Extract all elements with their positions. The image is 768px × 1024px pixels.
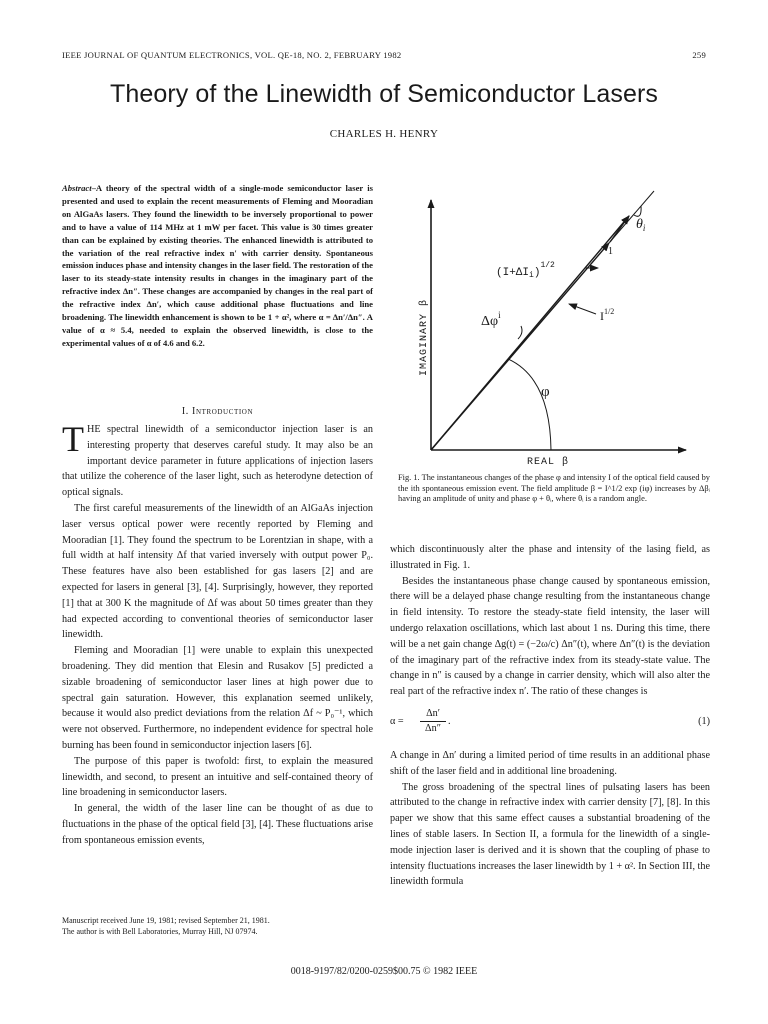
author-name: CHARLES H. HENRY xyxy=(329,128,439,140)
label-phi: φ xyxy=(541,384,550,400)
equation-fraction xyxy=(420,707,446,736)
left-column xyxy=(62,419,373,849)
footnote-affiliation: The author is with Bell Laboratories, Murray Hill, NJ 07974. xyxy=(62,927,258,936)
phi-arc xyxy=(508,359,551,450)
dphi-arc xyxy=(518,326,522,339)
intro-paragraph-5: In general, the width of the laser line can be thought of as due to fluctuations in the phase of the optical field [3], [4]. These fluctuations arise from spontaneous emission events, xyxy=(62,803,373,846)
running-header xyxy=(62,50,706,60)
abstract-text: –A theory of the spectral width of a single-mode semiconductor laser is presented and used to explain the recent measurements of Fleming and Mooradian on AlGaAs lasers. They found the linewidth to be inversely proportional to power and to have a value of 114 MHz at 1 mW per facet. This value is 30 times greater than can be explained by existing theories. The enhanced linewidth is attributed to the variation of the real refractive index n′ with carrier density. Spontaneous emission induces phase and intensity changes in the laser field. The restoration of the laser to its steady-state intensity results in changes in the imaginary part of the refractive index Δn″. These changes are accompanied by changes in the real part of the refractive index Δn′, which cause additional phase fluctuations and line broadening. The linewidth enhancement is shown to be 1 + α², where α = Δn′/Δn″. A value of α ≈ 5.4, needed to explain the observed linewidth, is close to the experimental values of α of 4.6 and 6.2. xyxy=(62,183,373,348)
paper-title: Theory of the Linewidth of Semiconductor Lasers xyxy=(109,80,659,108)
right-column xyxy=(390,542,710,890)
page-number: 259 xyxy=(692,50,706,60)
figure-1 xyxy=(400,188,700,468)
footnote-received: Manuscript received June 19, 1981; revised September 21, 1981. xyxy=(62,916,270,925)
intro-paragraph-3: Fleming and Mooradian [1] were unable to explain this unexpected broadening. They did mention that Elesin and Rusakov [5] predicted a sizable broadening of semiconductor laser lines at high power due to spectral gain saturation. However, this explanation seemed unlikely, because it would also predict deviations from the relation Δf ~ P₀⁻¹, which were not observed. Furthermore, no independent evidence for spectral hole burning has been found in semiconductor injection lasers [6]. xyxy=(62,645,373,751)
equation-lhs: α = xyxy=(390,716,404,728)
label-unit-vector: 1 xyxy=(608,246,613,257)
right-paragraph-2: Besides the instantaneous phase change caused by spontaneous emission, there will be a delayed phase change resulting from the instantaneous change in field intensity. To restore the steady-state field intensity, the laser will undergo relaxation oscillations, which last about 1 ns. During this time, there will be a net gain change Δg(t) = (−2ω/c) Δn″(t), where Δn″(t) is the deviation of the imaginary part of the refractive index from its steady-state value. The change in n″ is caused by a change in carrier density, which will also alter the real part of the refractive index n′. The ratio of these changes is xyxy=(390,575,710,698)
section-title: Introduction xyxy=(192,406,254,417)
theta-reference-line xyxy=(609,191,654,243)
x-axis-label: REAL β xyxy=(527,457,570,468)
equation-1 xyxy=(390,702,710,742)
right-paragraph-3: A change in Δn′ during a limited period of time results in an additional phase shift of the laser field and in additional line broadening. xyxy=(390,749,710,777)
label-dphi: $\Delta\varphi^i$ xyxy=(481,310,501,329)
label-I: $I^{1/2}$ xyxy=(600,307,615,323)
intro-paragraph-4: The purpose of this paper is twofold: first, to explain the measured linewidth, and second, to present an intuitive and self-contained theory of line broadening in semiconductor lasers. xyxy=(62,755,373,799)
y-axis-label: IMAGINARY β xyxy=(419,298,430,376)
figure-caption: Fig. 1. The instantaneous changes of the phase φ and intensity I of the optical field caused by the ith spontaneous emission event. The field amplitude β = I^1/2 exp (iφ) increases by Δβᵢ having an amplitude of unity and phase φ + θᵢ, where θᵢ is a random angle. xyxy=(398,473,710,504)
intro-paragraph-1: THE spectral linewidth of a semiconductor injection laser is an interesting property that deserves careful study. It may also be an important device parameter in future applications of injection lasers that utilize the coherence of the laser light, such as heterodyne detection of optical signals. xyxy=(62,419,373,499)
right-paragraph-1: which discontinuously alter the phase and intensity of the lasing field, as illustrated in Fig. 1. xyxy=(390,544,710,571)
footnote xyxy=(62,915,373,937)
copyright-footer: 0018-9197/82/0200-0259$00.75 © 1982 IEEE xyxy=(290,966,478,977)
equation-numerator: Δn′ xyxy=(426,708,440,720)
intro-paragraph-2: The first careful measurements of the linewidth of an AlGaAs injection laser versus optical power were recently reported by Fleming and Mooradian [1]. They found the spectrum to be Lorentzian in shape, with a full width at half intensity Δf that varied inversely with output power P₀. These features have also been established for gas lasers [2] and are expected for lasers in general [3], [4]. Surprisingly, however, they reported [1] that at 300 K the magnitude of Δf was about 50 times greater than they had expected according to conventional theories of semiconductor laser linewidth. xyxy=(62,502,373,641)
equation-punct: . xyxy=(448,716,451,728)
I-pointer xyxy=(569,304,596,314)
abstract xyxy=(62,182,373,350)
abstract-label: Abstract xyxy=(62,183,92,193)
equation-number: (1) xyxy=(698,716,710,728)
drop-cap: T xyxy=(62,419,84,459)
equation-denominator: Δn″ xyxy=(425,723,441,735)
label-sum: $(I+\Delta Ii)^{1/2}$ xyxy=(496,261,555,280)
vector-sum xyxy=(431,216,629,450)
label-theta: $\theta_i$ xyxy=(636,217,646,233)
journal-line: IEEE JOURNAL OF QUANTUM ELECTRONICS, VOL. QE-18, NO. 2, FEBRUARY 1982 xyxy=(62,50,402,60)
right-paragraph-4: The gross broadening of the spectral lines of pulsating lasers has been attributed to the change in refractive index with carrier density [7], [8]. In this paper we show that this same effect causes a substantial broadening of the lines of stable lasers. In Section II, a formula for the linewidth of a single-mode injection laser is derived and it is shown that the coupling of phase to intensity fluctuations increases the laser linewidth by 1 + α². In Section III, the linewidth formula xyxy=(390,781,710,888)
section-heading xyxy=(62,406,373,417)
section-number: I. xyxy=(181,406,189,417)
